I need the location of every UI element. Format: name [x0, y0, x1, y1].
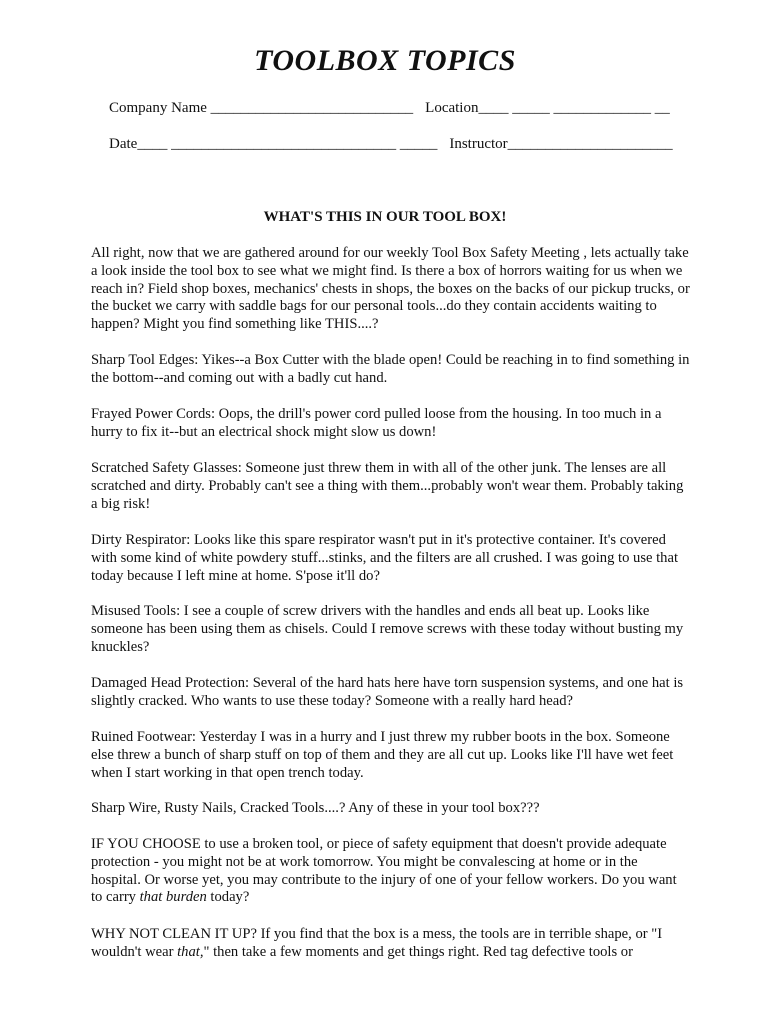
paragraph-sharp-wire: Sharp Wire, Rusty Nails, Cracked Tools....? Any of these in your tool box???	[91, 800, 540, 816]
page-title: TOOLBOX TOPICS	[254, 44, 516, 77]
paragraph-if-you-choose	[91, 836, 691, 907]
section-heading: WHAT'S THIS IN OUR TOOL BOX!	[263, 209, 507, 225]
choose-text-emphasis: that burden	[139, 889, 207, 906]
choose-text-start: IF YOU CHOOSE to use a broken tool, or piece of safety equipment that doesn't provide adequate protection - you might not be at work tomorrow. You might be convalescing at home or in the hospital. Or worse yet, you may contribute to the injury of one of your fellow workers. Do you want to carry	[91, 836, 677, 906]
field-row-date-instructor	[109, 136, 673, 153]
paragraph-damaged-head-protection: Damaged Head Protection: Several of the hard hats here have torn suspension systems, and one hat is slightly cracked. Who wants to use these today? Someone with a really hard head?	[91, 675, 684, 709]
location-field: Location____ _____ _____________ __	[425, 100, 670, 116]
paragraph-ruined-footwear: Ruined Footwear: Yesterday I was in a hurry and I just threw my rubber boots in the box. Someone else threw a bunch of sharp stuff on top of them and they are all cut up. Looks like I'll have wet feet when I start working in that open trench today.	[91, 729, 674, 781]
paragraph-why-not-clean	[91, 926, 691, 962]
clean-text-start: WHY NOT CLEAN IT UP? If you find that the box is a mess, the tools are in terrible shape, or "I wouldn't wear	[91, 926, 663, 960]
paragraph-misused-tools: Misused Tools: I see a couple of screw drivers with the handles and ends all beat up. Looks like someone has been using them as chisels. Could I remove screws with these today without busting my knuckles?	[91, 603, 684, 655]
company-name-field: Company Name ___________________________	[109, 100, 414, 116]
paragraph-dirty-respirator: Dirty Respirator: Looks like this spare respirator wasn't put in it's protective container. It's covered with some kind of white powdery stuff...stinks, and the filters are all crushed. I was going to use that today because I left mine at home. S'pose it'll do?	[91, 532, 679, 584]
clean-text-end: " then take a few moments and get things right. Red tag defective tools or	[203, 943, 633, 960]
instructor-field: Instructor______________________	[449, 136, 673, 152]
paragraph-sharp-tool-edges: Sharp Tool Edges: Yikes--a Box Cutter with the blade open! Could be reaching in to find something in the bottom--and coming out with a badly cut hand.	[91, 352, 690, 386]
paragraph-scratched-safety-glasses: Scratched Safety Glasses: Someone just threw them in with all of the other junk. The lenses are all scratched and dirty. Probably can't see a thing with them...probably won't wear them. Probably taking a big risk!	[91, 460, 684, 512]
field-row-company-location	[109, 100, 670, 117]
choose-text-end: today?	[206, 889, 250, 906]
paragraph-frayed-power-cords: Frayed Power Cords: Oops, the drill's power cord pulled loose from the housing. In too much in a hurry to fix it--but an electrical shock might slow us down!	[91, 406, 662, 440]
paragraph-intro: All right, now that we are gathered around for our weekly Tool Box Safety Meeting , lets actually take a look inside the tool box to see what we might find. Is there a box of horrors waiting for us when we reach in? Field shop boxes, mechanics' chests in shops, the boxes on the backs of our pickup trucks, or the bucket we carry with saddle bags for our personal tools...do they contain accidents waiting to happen? Might you find something like THIS....?	[91, 245, 690, 333]
date-field: Date____ ______________________________ _____	[109, 136, 438, 152]
clean-text-emphasis: that,	[177, 943, 204, 960]
